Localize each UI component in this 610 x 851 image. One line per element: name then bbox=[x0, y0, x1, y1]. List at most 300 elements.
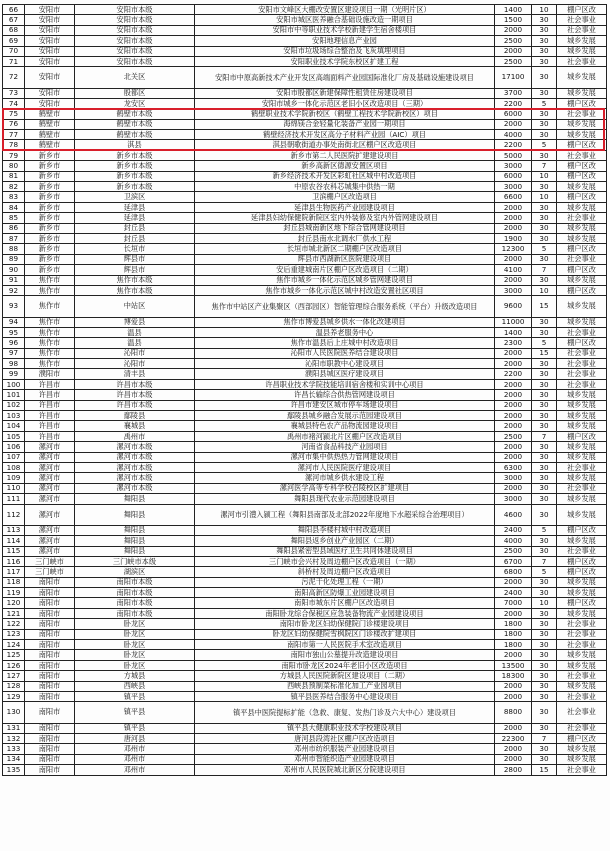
amount-cell: 2000 bbox=[495, 421, 532, 431]
category-cell: 城乡发展 bbox=[557, 504, 607, 525]
city-cell: 安阳市 bbox=[25, 15, 75, 25]
category-cell: 城乡发展 bbox=[557, 754, 607, 764]
county-cell: 舞阳县 bbox=[75, 504, 195, 525]
project-name-cell: 漯河市城乡供水建设工程 bbox=[195, 473, 495, 483]
city-cell: 许昌市 bbox=[25, 400, 75, 410]
table-row bbox=[3, 130, 607, 140]
category-cell: 棚户区改 bbox=[557, 598, 607, 608]
amount-cell: 2000 bbox=[495, 46, 532, 56]
term-cell: 30 bbox=[532, 692, 557, 702]
category-cell: 城乡发展 bbox=[557, 650, 607, 660]
county-cell: 漯河市本级 bbox=[75, 442, 195, 452]
table-row bbox=[3, 525, 607, 535]
project-name-cell: 安阳市中原高新技术产业开发区高端面料产业园国际准化厂房及基础设施建设项目 bbox=[195, 67, 495, 88]
amount-cell: 2500 bbox=[495, 56, 532, 66]
term-cell: 30 bbox=[532, 671, 557, 681]
city-cell: 许昌市 bbox=[25, 431, 75, 441]
project-name-cell: 卧龙区妇幼保健院雪枫院区门诊楼改扩建项目 bbox=[195, 629, 495, 639]
category-cell: 城乡发展 bbox=[557, 442, 607, 452]
table-row bbox=[3, 327, 607, 337]
term-cell: 30 bbox=[532, 56, 557, 66]
table-row bbox=[3, 733, 607, 743]
category-cell: 棚户区改 bbox=[557, 140, 607, 150]
amount-cell: 6700 bbox=[495, 556, 532, 566]
amount-cell: 2000 bbox=[495, 119, 532, 129]
amount-cell: 2000 bbox=[495, 411, 532, 421]
table-row bbox=[3, 536, 607, 546]
category-cell: 城乡发展 bbox=[557, 202, 607, 212]
term-cell: 30 bbox=[532, 546, 557, 556]
county-cell: 舞阳县 bbox=[75, 494, 195, 504]
table-row bbox=[3, 629, 607, 639]
county-cell: 长垣市 bbox=[75, 244, 195, 254]
table-row bbox=[3, 390, 607, 400]
project-name-cell: 封丘县南水北调水厂供水工程 bbox=[195, 234, 495, 244]
category-cell: 棚户区改 bbox=[557, 338, 607, 348]
city-cell: 漯河市 bbox=[25, 525, 75, 535]
project-name-cell: 西峡县预制菜标准化加工产业园项目 bbox=[195, 681, 495, 691]
county-cell: 沁阳市 bbox=[75, 348, 195, 358]
county-cell: 南阳市本级 bbox=[75, 608, 195, 618]
amount-cell: 2000 bbox=[495, 223, 532, 233]
project-name-cell: 沁阳市职教中心建设项目 bbox=[195, 359, 495, 369]
row-number-cell: 116 bbox=[3, 556, 25, 566]
county-cell: 镇平县 bbox=[75, 723, 195, 733]
project-name-cell: 南阳市独山公墓提升改造建设项目 bbox=[195, 650, 495, 660]
city-cell: 焦作市 bbox=[25, 275, 75, 285]
city-cell: 安阳市 bbox=[25, 5, 75, 15]
project-name-cell: 焦作市博爱县城乡供水一体化改建项目 bbox=[195, 317, 495, 327]
city-cell: 南阳市 bbox=[25, 671, 75, 681]
county-cell: 禹州市 bbox=[75, 431, 195, 441]
category-cell: 城乡发展 bbox=[557, 130, 607, 140]
table-row bbox=[3, 36, 607, 46]
category-cell: 社会事业 bbox=[557, 765, 607, 775]
county-cell: 卫滨区 bbox=[75, 192, 195, 202]
city-cell: 新乡市 bbox=[25, 234, 75, 244]
amount-cell: 2400 bbox=[495, 525, 532, 535]
project-name-cell: 鹤壁经济技术开发区高分子材料产业园（AIC）项目 bbox=[195, 130, 495, 140]
county-cell: 漯河市本级 bbox=[75, 452, 195, 462]
term-cell: 7 bbox=[532, 265, 557, 275]
table-row bbox=[3, 431, 607, 441]
project-name-cell: 温县养老服务中心 bbox=[195, 327, 495, 337]
city-cell: 漯河市 bbox=[25, 546, 75, 556]
category-cell: 社会事业 bbox=[557, 15, 607, 25]
term-cell: 30 bbox=[532, 223, 557, 233]
category-cell: 城乡发展 bbox=[557, 608, 607, 618]
category-cell: 棚户区改 bbox=[557, 244, 607, 254]
category-cell: 城乡发展 bbox=[557, 744, 607, 754]
county-cell: 卧龙区 bbox=[75, 660, 195, 670]
table-row bbox=[3, 369, 607, 379]
project-name-cell: 鹤壁职业技术学院新校区（鹤壁工程技术学院新校区）项目 bbox=[195, 109, 495, 119]
row-number-cell: 86 bbox=[3, 223, 25, 233]
table-row bbox=[3, 223, 607, 233]
city-cell: 鹤壁市 bbox=[25, 140, 75, 150]
amount-cell: 3700 bbox=[495, 88, 532, 98]
table-row bbox=[3, 494, 607, 504]
city-cell: 漯河市 bbox=[25, 536, 75, 546]
category-cell: 社会事业 bbox=[557, 369, 607, 379]
county-cell: 漯河市本级 bbox=[75, 473, 195, 483]
city-cell: 漯河市 bbox=[25, 504, 75, 525]
table-row bbox=[3, 296, 607, 317]
project-name-cell: 焦作市中站区产业集聚区（西部园区）智能管理综合服务系统（平台）升级改造项目 bbox=[195, 296, 495, 317]
county-cell: 舞阳县 bbox=[75, 546, 195, 556]
project-name-cell: 焦作市温县后上庄城中村改造项目 bbox=[195, 338, 495, 348]
category-cell: 城乡发展 bbox=[557, 681, 607, 691]
city-cell: 新乡市 bbox=[25, 213, 75, 223]
row-number-cell: 134 bbox=[3, 754, 25, 764]
city-cell: 濮阳市 bbox=[25, 369, 75, 379]
term-cell: 30 bbox=[532, 234, 557, 244]
term-cell: 30 bbox=[532, 504, 557, 525]
county-cell: 鹤壁市本级 bbox=[75, 119, 195, 129]
row-number-cell: 101 bbox=[3, 390, 25, 400]
category-cell: 城乡发展 bbox=[557, 536, 607, 546]
amount-cell: 2000 bbox=[495, 25, 532, 35]
amount-cell: 1800 bbox=[495, 629, 532, 639]
term-cell: 30 bbox=[532, 494, 557, 504]
category-cell: 社会事业 bbox=[557, 640, 607, 650]
term-cell: 5 bbox=[532, 338, 557, 348]
row-number-cell: 67 bbox=[3, 15, 25, 25]
term-cell: 15 bbox=[532, 348, 557, 358]
term-cell: 30 bbox=[532, 681, 557, 691]
table-body bbox=[3, 5, 607, 776]
city-cell: 许昌市 bbox=[25, 379, 75, 389]
table-row bbox=[3, 577, 607, 587]
project-name-cell: 邓州市纺织服装产业园建设项目 bbox=[195, 744, 495, 754]
county-cell: 延津县 bbox=[75, 202, 195, 212]
row-number-cell: 75 bbox=[3, 109, 25, 119]
amount-cell: 13500 bbox=[495, 660, 532, 670]
amount-cell: 6600 bbox=[495, 192, 532, 202]
city-cell: 新乡市 bbox=[25, 171, 75, 181]
term-cell: 30 bbox=[532, 536, 557, 546]
category-cell: 城乡发展 bbox=[557, 67, 607, 88]
city-cell: 南阳市 bbox=[25, 765, 75, 775]
table-row bbox=[3, 338, 607, 348]
table-row bbox=[3, 161, 607, 171]
table-row bbox=[3, 463, 607, 473]
county-cell: 卧龙区 bbox=[75, 619, 195, 629]
term-cell: 30 bbox=[532, 88, 557, 98]
county-cell: 南阳市本级 bbox=[75, 577, 195, 587]
table-row bbox=[3, 192, 607, 202]
amount-cell: 2000 bbox=[495, 577, 532, 587]
row-number-cell: 120 bbox=[3, 598, 25, 608]
row-number-cell: 124 bbox=[3, 640, 25, 650]
city-cell: 南阳市 bbox=[25, 723, 75, 733]
category-cell: 棚户区改 bbox=[557, 171, 607, 181]
amount-cell: 1400 bbox=[495, 327, 532, 337]
county-cell: 焦作市本级 bbox=[75, 275, 195, 285]
project-name-cell: 污泥干化处理工程（一期） bbox=[195, 577, 495, 587]
project-name-cell: 安后重建城南片区棚户区改造项目（二期） bbox=[195, 265, 495, 275]
county-cell: 邓州市 bbox=[75, 765, 195, 775]
project-name-cell: 新乡经济技术开发区彩虹社区城中村改造项目 bbox=[195, 171, 495, 181]
amount-cell: 4000 bbox=[495, 130, 532, 140]
amount-cell: 9600 bbox=[495, 296, 532, 317]
county-cell: 卧龙区 bbox=[75, 629, 195, 639]
project-name-cell: 镇平县医养结合服务中心建设项目 bbox=[195, 692, 495, 702]
term-cell: 7 bbox=[532, 556, 557, 566]
project-name-cell: 河南省食品科技产业园项目 bbox=[195, 442, 495, 452]
table-row bbox=[3, 567, 607, 577]
row-number-cell: 79 bbox=[3, 150, 25, 160]
county-cell: 湖滨区 bbox=[75, 567, 195, 577]
row-number-cell: 68 bbox=[3, 25, 25, 35]
term-cell: 30 bbox=[532, 483, 557, 493]
project-name-cell: 许昌长输综合供热管网建设项目 bbox=[195, 390, 495, 400]
category-cell: 社会事业 bbox=[557, 483, 607, 493]
city-cell: 南阳市 bbox=[25, 650, 75, 660]
city-cell: 鹤壁市 bbox=[25, 119, 75, 129]
county-cell: 新乡市本级 bbox=[75, 182, 195, 192]
table-row bbox=[3, 359, 607, 369]
term-cell: 30 bbox=[532, 588, 557, 598]
county-cell: 北关区 bbox=[75, 67, 195, 88]
table-row bbox=[3, 171, 607, 181]
row-number-cell: 94 bbox=[3, 317, 25, 327]
term-cell: 10 bbox=[532, 285, 557, 295]
county-cell: 三门峡市本级 bbox=[75, 556, 195, 566]
category-cell: 社会事业 bbox=[557, 723, 607, 733]
table-row bbox=[3, 317, 607, 327]
row-number-cell: 117 bbox=[3, 567, 25, 577]
table-row bbox=[3, 400, 607, 410]
row-number-cell: 82 bbox=[3, 182, 25, 192]
county-cell: 镇平县 bbox=[75, 702, 195, 723]
city-cell: 南阳市 bbox=[25, 660, 75, 670]
county-cell: 新乡市本级 bbox=[75, 171, 195, 181]
city-cell: 安阳市 bbox=[25, 56, 75, 66]
city-cell: 新乡市 bbox=[25, 223, 75, 233]
term-cell: 30 bbox=[532, 254, 557, 264]
category-cell: 棚户区改 bbox=[557, 285, 607, 295]
amount-cell: 3000 bbox=[495, 494, 532, 504]
amount-cell: 4100 bbox=[495, 265, 532, 275]
county-cell: 安阳市本级 bbox=[75, 5, 195, 15]
table-row bbox=[3, 421, 607, 431]
project-name-cell: 方城县人民医院新院区建设项目（二期） bbox=[195, 671, 495, 681]
county-cell: 安阳市本级 bbox=[75, 15, 195, 25]
city-cell: 许昌市 bbox=[25, 390, 75, 400]
amount-cell: 4600 bbox=[495, 504, 532, 525]
term-cell: 10 bbox=[532, 598, 557, 608]
term-cell: 30 bbox=[532, 421, 557, 431]
table-row bbox=[3, 588, 607, 598]
table-row bbox=[3, 140, 607, 150]
term-cell: 30 bbox=[532, 650, 557, 660]
row-number-cell: 77 bbox=[3, 130, 25, 140]
category-cell: 城乡发展 bbox=[557, 275, 607, 285]
row-number-cell: 129 bbox=[3, 692, 25, 702]
table-row bbox=[3, 275, 607, 285]
city-cell: 新乡市 bbox=[25, 182, 75, 192]
table-row bbox=[3, 244, 607, 254]
amount-cell: 3000 bbox=[495, 161, 532, 171]
category-cell: 城乡发展 bbox=[557, 400, 607, 410]
term-cell: 30 bbox=[532, 390, 557, 400]
project-name-cell: 南阳市第一人民医院手术室改造项目 bbox=[195, 640, 495, 650]
table-row bbox=[3, 452, 607, 462]
city-cell: 南阳市 bbox=[25, 588, 75, 598]
amount-cell: 2300 bbox=[495, 338, 532, 348]
row-number-cell: 115 bbox=[3, 546, 25, 556]
project-name-cell: 安阳地理信息产业园 bbox=[195, 36, 495, 46]
county-cell: 博爱县 bbox=[75, 317, 195, 327]
category-cell: 社会事业 bbox=[557, 56, 607, 66]
project-name-cell: 漯河市引澧入颍工程（舞阳县南部及北部2022年度地下水超采综合治理项目） bbox=[195, 504, 495, 525]
row-number-cell: 73 bbox=[3, 88, 25, 98]
row-number-cell: 107 bbox=[3, 452, 25, 462]
category-cell: 城乡发展 bbox=[557, 119, 607, 129]
amount-cell: 2000 bbox=[495, 754, 532, 764]
category-cell: 社会事业 bbox=[557, 150, 607, 160]
city-cell: 焦作市 bbox=[25, 327, 75, 337]
project-name-cell: 许昌市建安区城市停车场建设项目 bbox=[195, 400, 495, 410]
term-cell: 7 bbox=[532, 733, 557, 743]
term-cell: 30 bbox=[532, 629, 557, 639]
city-cell: 漯河市 bbox=[25, 442, 75, 452]
term-cell: 30 bbox=[532, 608, 557, 618]
county-cell: 安阳市本级 bbox=[75, 46, 195, 56]
table-row bbox=[3, 379, 607, 389]
project-name-cell: 安阳市城区医养融合基础设施改造一期项目 bbox=[195, 15, 495, 25]
city-cell: 安阳市 bbox=[25, 67, 75, 88]
row-number-cell: 83 bbox=[3, 192, 25, 202]
row-number-cell: 128 bbox=[3, 681, 25, 691]
county-cell: 南阳市本级 bbox=[75, 598, 195, 608]
row-number-cell: 131 bbox=[3, 723, 25, 733]
term-cell: 10 bbox=[532, 171, 557, 181]
category-cell: 城乡发展 bbox=[557, 234, 607, 244]
city-cell: 新乡市 bbox=[25, 244, 75, 254]
table-row bbox=[3, 681, 607, 691]
project-name-cell: 新乡高新区德源安置区项目 bbox=[195, 161, 495, 171]
term-cell: 30 bbox=[532, 744, 557, 754]
row-number-cell: 103 bbox=[3, 411, 25, 421]
city-cell: 焦作市 bbox=[25, 317, 75, 327]
term-cell: 30 bbox=[532, 213, 557, 223]
county-cell: 封丘县 bbox=[75, 234, 195, 244]
table-row bbox=[3, 504, 607, 525]
project-name-cell: 安阳市垃圾场综合整治及飞灰填埋项目 bbox=[195, 46, 495, 56]
row-number-cell: 98 bbox=[3, 359, 25, 369]
amount-cell: 1500 bbox=[495, 15, 532, 25]
city-cell: 焦作市 bbox=[25, 359, 75, 369]
table-row bbox=[3, 119, 607, 129]
row-number-cell: 135 bbox=[3, 765, 25, 775]
city-cell: 南阳市 bbox=[25, 702, 75, 723]
table-row bbox=[3, 5, 607, 15]
row-number-cell: 88 bbox=[3, 244, 25, 254]
amount-cell: 2200 bbox=[495, 98, 532, 108]
county-cell: 新乡市本级 bbox=[75, 150, 195, 160]
term-cell: 30 bbox=[532, 327, 557, 337]
term-cell: 5 bbox=[532, 98, 557, 108]
project-name-cell: 安阳市殷都区新建保障性租赁住房建设项目 bbox=[195, 88, 495, 98]
project-name-cell: 邓州市智能织造产业园建设项目 bbox=[195, 754, 495, 764]
table-row bbox=[3, 640, 607, 650]
term-cell: 5 bbox=[532, 140, 557, 150]
city-cell: 南阳市 bbox=[25, 598, 75, 608]
city-cell: 安阳市 bbox=[25, 25, 75, 35]
term-cell: 30 bbox=[532, 660, 557, 670]
category-cell: 社会事业 bbox=[557, 546, 607, 556]
city-cell: 新乡市 bbox=[25, 161, 75, 171]
project-name-cell: 三门峡市会兴村及周边棚户区改造项目（一期） bbox=[195, 556, 495, 566]
table-row bbox=[3, 692, 607, 702]
table-row bbox=[3, 234, 607, 244]
category-cell: 社会事业 bbox=[557, 348, 607, 358]
amount-cell: 2200 bbox=[495, 140, 532, 150]
amount-cell: 2000 bbox=[495, 744, 532, 754]
table-row bbox=[3, 483, 607, 493]
row-number-cell: 84 bbox=[3, 202, 25, 212]
category-cell: 城乡发展 bbox=[557, 296, 607, 317]
category-cell: 城乡发展 bbox=[557, 88, 607, 98]
term-cell: 15 bbox=[532, 765, 557, 775]
city-cell: 南阳市 bbox=[25, 640, 75, 650]
row-number-cell: 70 bbox=[3, 46, 25, 56]
city-cell: 许昌市 bbox=[25, 411, 75, 421]
project-name-cell: 海绵镁合金轻量化装备产业园一期项目 bbox=[195, 119, 495, 129]
project-name-cell: 辉县市西湖新区医院建设项目 bbox=[195, 254, 495, 264]
term-cell: 30 bbox=[532, 619, 557, 629]
amount-cell: 3000 bbox=[495, 182, 532, 192]
row-number-cell: 123 bbox=[3, 629, 25, 639]
term-cell: 15 bbox=[532, 296, 557, 317]
project-name-cell: 禹州市褚河颍北片区棚户区改造项目 bbox=[195, 431, 495, 441]
amount-cell: 2000 bbox=[495, 348, 532, 358]
amount-cell: 2500 bbox=[495, 546, 532, 556]
row-number-cell: 87 bbox=[3, 234, 25, 244]
project-name-cell: 南阳市城东片区棚户区改造项目 bbox=[195, 598, 495, 608]
term-cell: 7 bbox=[532, 431, 557, 441]
row-number-cell: 127 bbox=[3, 671, 25, 681]
city-cell: 焦作市 bbox=[25, 296, 75, 317]
project-name-cell: 舞阳县现代农业示范园建设项目 bbox=[195, 494, 495, 504]
county-cell: 鹤壁市本级 bbox=[75, 109, 195, 119]
city-cell: 漯河市 bbox=[25, 452, 75, 462]
county-cell: 安阳市本级 bbox=[75, 56, 195, 66]
table-row bbox=[3, 254, 607, 264]
category-cell: 棚户区改 bbox=[557, 5, 607, 15]
city-cell: 漯河市 bbox=[25, 494, 75, 504]
amount-cell: 2500 bbox=[495, 36, 532, 46]
row-number-cell: 96 bbox=[3, 338, 25, 348]
amount-cell: 1800 bbox=[495, 619, 532, 629]
term-cell: 30 bbox=[532, 754, 557, 764]
category-cell: 社会事业 bbox=[557, 213, 607, 223]
county-cell: 鄢陵县 bbox=[75, 411, 195, 421]
amount-cell: 5000 bbox=[495, 150, 532, 160]
category-cell: 社会事业 bbox=[557, 629, 607, 639]
term-cell: 7 bbox=[532, 161, 557, 171]
county-cell: 清丰县 bbox=[75, 369, 195, 379]
city-cell: 新乡市 bbox=[25, 150, 75, 160]
term-cell: 10 bbox=[532, 5, 557, 15]
project-name-cell: 邓州市人民医院城北新区分院建设项目 bbox=[195, 765, 495, 775]
amount-cell: 2000 bbox=[495, 681, 532, 691]
category-cell: 棚户区改 bbox=[557, 733, 607, 743]
city-cell: 安阳市 bbox=[25, 36, 75, 46]
amount-cell: 2800 bbox=[495, 765, 532, 775]
